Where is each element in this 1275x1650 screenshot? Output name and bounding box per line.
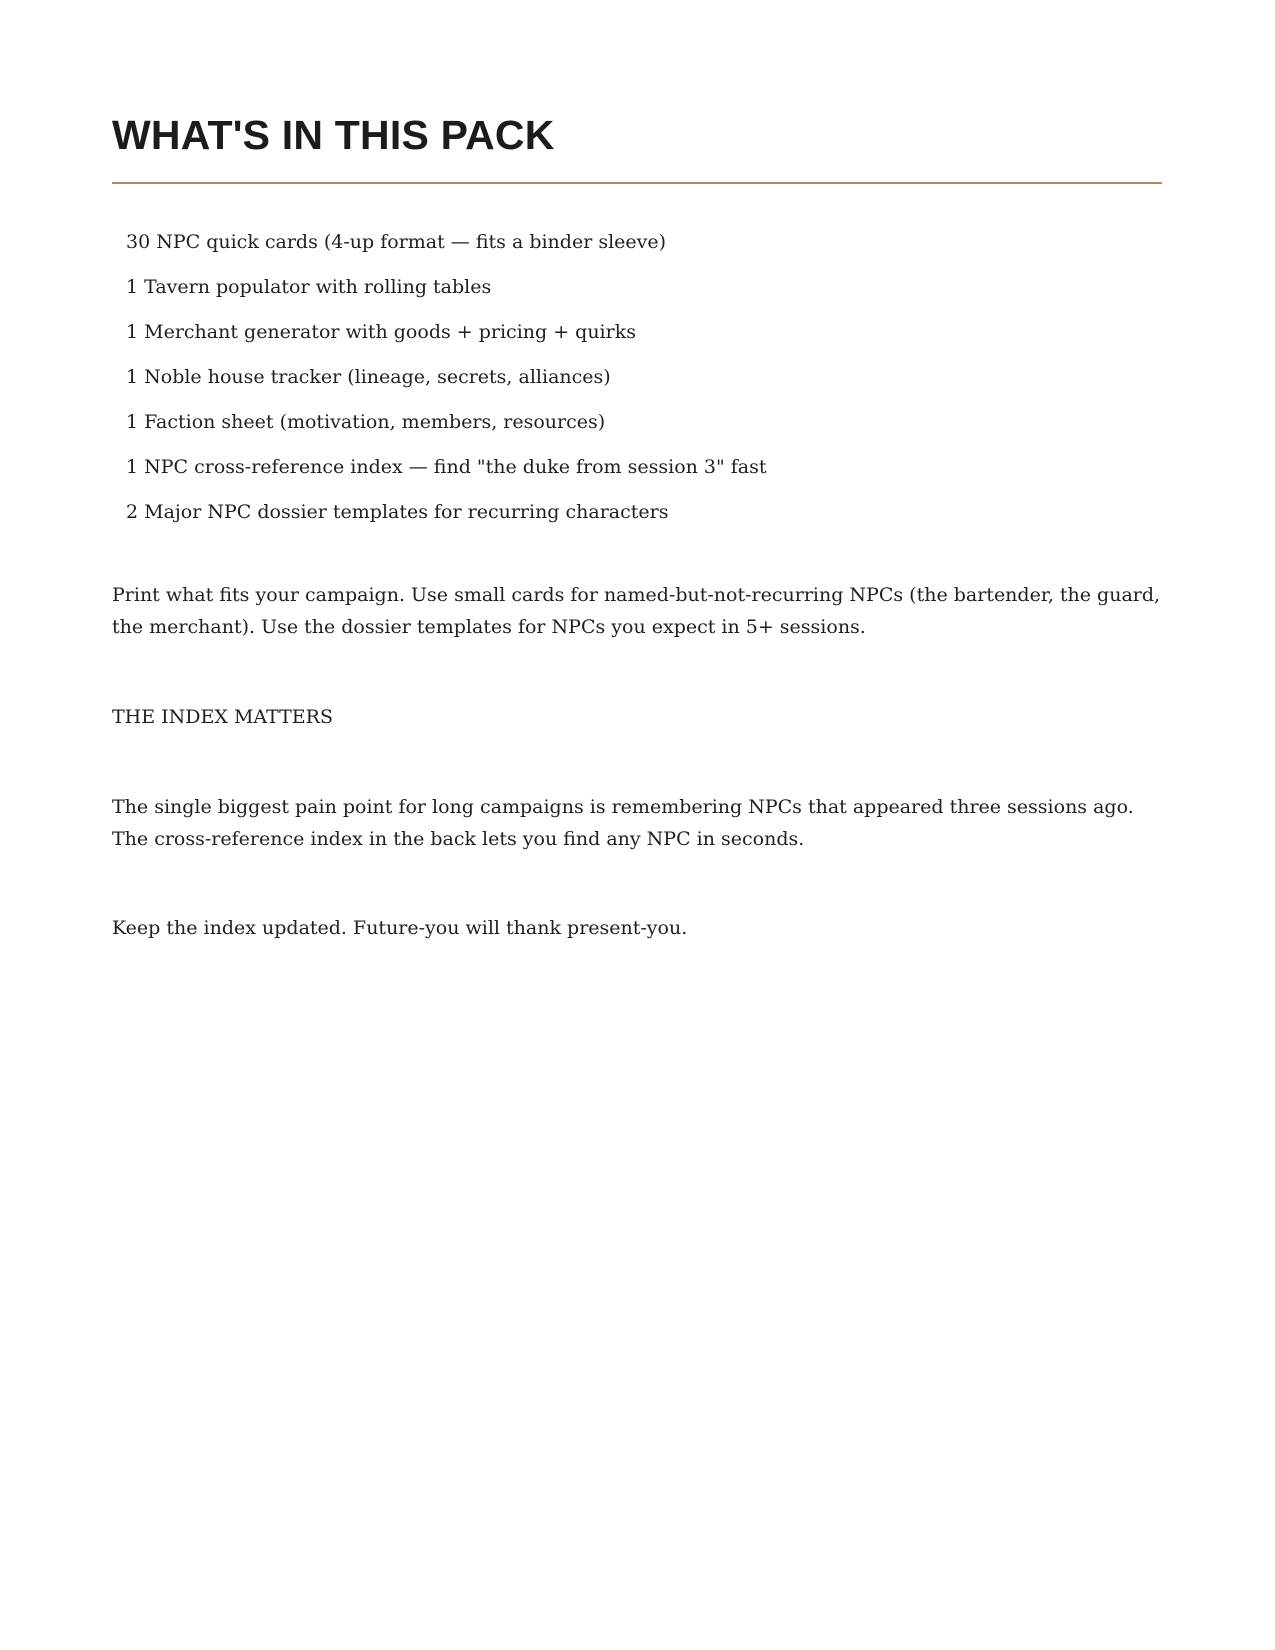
contents-item-faction: 1 Faction sheet (motivation, members, resources) [126, 411, 606, 433]
index-subheading: THE INDEX MATTERS [112, 706, 333, 728]
title-divider [112, 182, 1162, 184]
contents-item-npc-cards: 30 NPC quick cards (4-up format — fits a binder sleeve) [126, 231, 667, 253]
contents-list [126, 220, 767, 535]
contents-item-index: 1 NPC cross-reference index — find "the duke from session 3" fast [126, 456, 767, 478]
contents-item-tavern: 1 Tavern populator with rolling tables [126, 276, 492, 298]
print-advice-paragraph: Print what fits your campaign. Use small cards for named-but-not-recurring NPCs (the bartender, the guard, the merchant). Use the dossier templates for NPCs you expect in 5+ sessions. [112, 584, 1161, 638]
contents-item-dossier: 2 Major NPC dossier templates for recurring characters [126, 501, 669, 523]
page-title: WHAT'S IN THIS PACK [112, 112, 555, 158]
closing-paragraph: Keep the index updated. Future-you will thank present-you. [112, 917, 688, 939]
contents-item-merchant: 1 Merchant generator with goods + pricing + quirks [126, 321, 636, 343]
contents-item-noble-house: 1 Noble house tracker (lineage, secrets, alliances) [126, 366, 611, 388]
index-body-paragraph: The single biggest pain point for long campaigns is remembering NPCs that appeared three sessions ago. The cross-reference index in the back lets you find any NPC in seconds. [112, 796, 1134, 850]
